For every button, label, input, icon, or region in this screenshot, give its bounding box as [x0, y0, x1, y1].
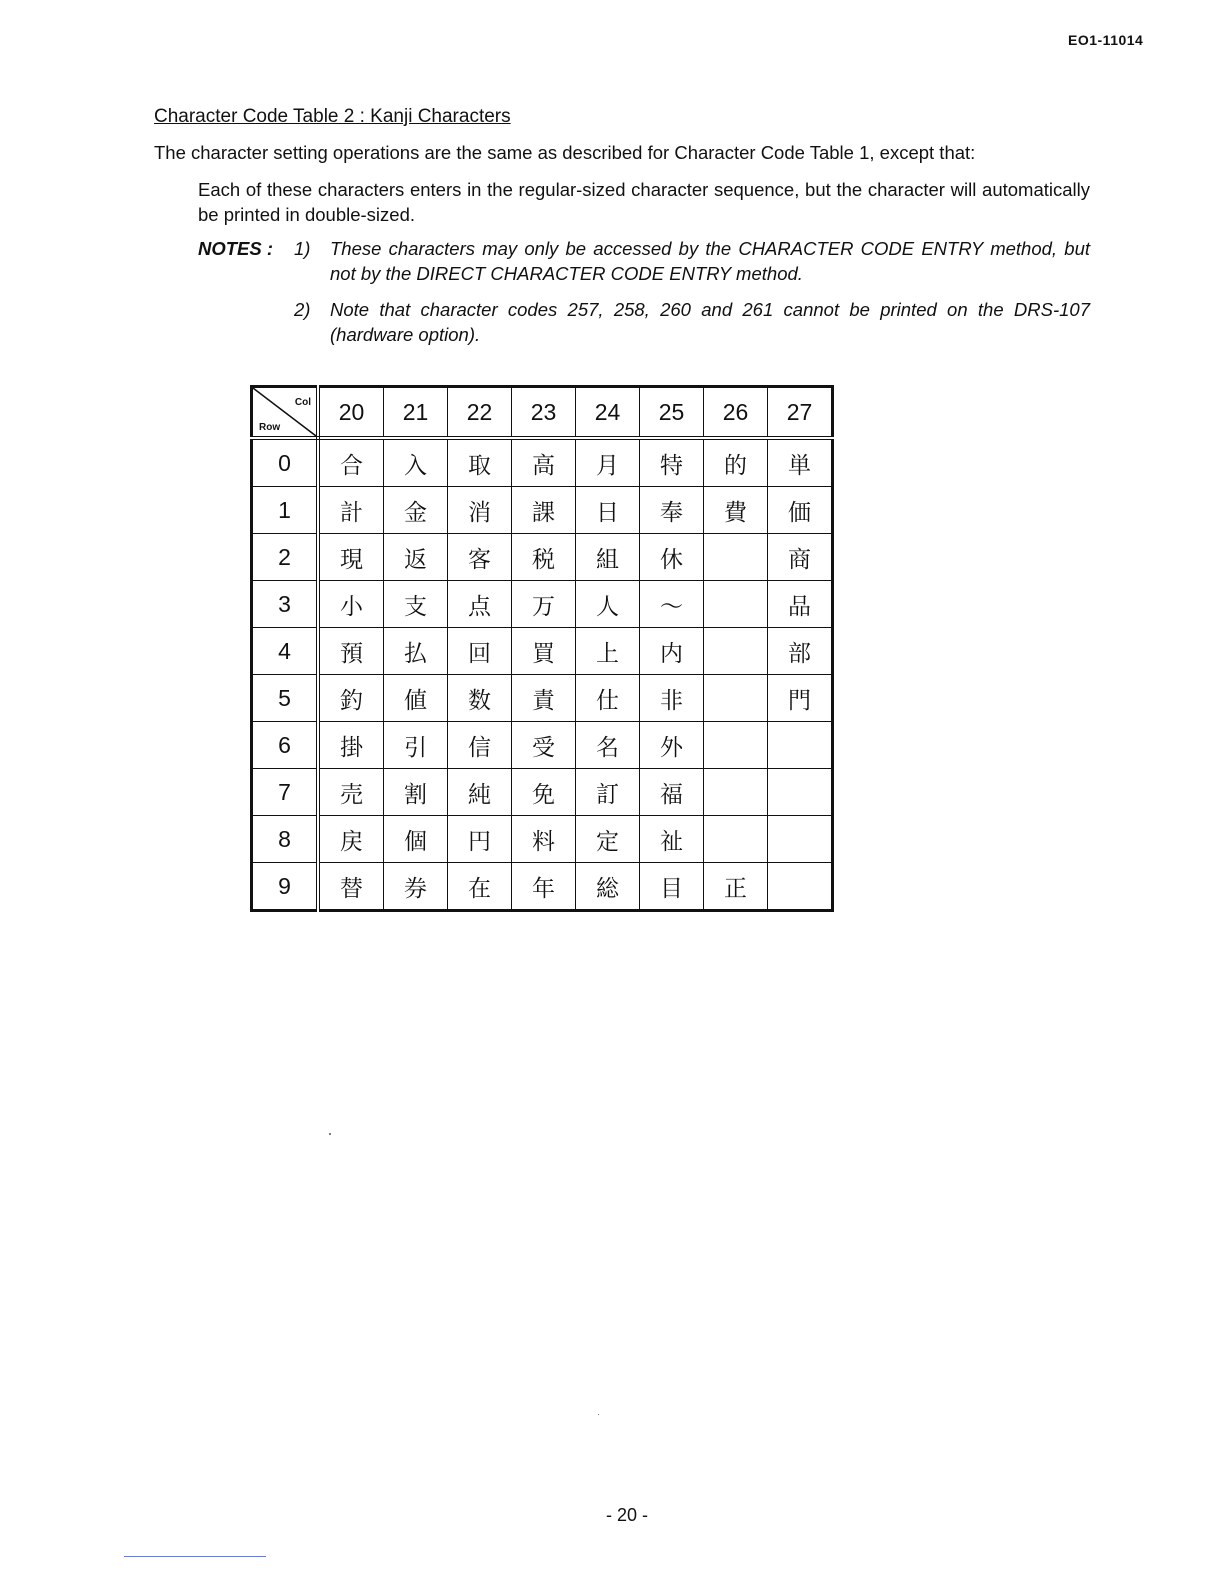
row-header: 6: [252, 722, 319, 769]
kanji-cell: 円: [448, 816, 512, 863]
table-row: [252, 863, 833, 911]
kanji-cell: [704, 722, 768, 769]
kanji-cell: 目: [640, 863, 704, 911]
kanji-cell: 戻: [318, 816, 384, 863]
kanji-cell: 休: [640, 534, 704, 581]
row-header: 9: [252, 863, 319, 911]
kanji-cell: 人: [576, 581, 640, 628]
kanji-cell: 費: [704, 487, 768, 534]
kanji-cell: 引: [384, 722, 448, 769]
row-header: 2: [252, 534, 319, 581]
kanji-cell: 定: [576, 816, 640, 863]
kanji-cell: 計: [318, 487, 384, 534]
column-axis-label: Col: [294, 397, 311, 408]
table-header-row: [252, 387, 833, 439]
kanji-cell: [704, 534, 768, 581]
kanji-cell: 金: [384, 487, 448, 534]
kanji-cell: 外: [640, 722, 704, 769]
kanji-cell: 部: [768, 628, 833, 675]
kanji-cell: 券: [384, 863, 448, 911]
kanji-cell: 祉: [640, 816, 704, 863]
kanji-cell: 在: [448, 863, 512, 911]
kanji-cell: 預: [318, 628, 384, 675]
kanji-cell: 替: [318, 863, 384, 911]
kanji-cell: 値: [384, 675, 448, 722]
kanji-cell: 入: [384, 438, 448, 487]
column-header: 25: [640, 387, 704, 439]
table-row: [252, 487, 833, 534]
kanji-cell: [768, 863, 833, 911]
kanji-cell: 名: [576, 722, 640, 769]
table-row: [252, 722, 833, 769]
kanji-cell: 数: [448, 675, 512, 722]
kanji-cell: 受: [512, 722, 576, 769]
note-number: 1): [294, 238, 311, 259]
kanji-cell: 小: [318, 581, 384, 628]
row-header: 8: [252, 816, 319, 863]
kanji-cell: 免: [512, 769, 576, 816]
column-header: 27: [768, 387, 833, 439]
kanji-cell: 日: [576, 487, 640, 534]
note-text: These characters may only be accessed by the CHARACTER CODE ENTRY method, but not by the DIRECT CHARACTER CODE ENTRY method.: [330, 238, 1090, 284]
kanji-cell: 信: [448, 722, 512, 769]
kanji-cell: 高: [512, 438, 576, 487]
kanji-cell: 掛: [318, 722, 384, 769]
kanji-cell: 組: [576, 534, 640, 581]
table-row: [252, 675, 833, 722]
note-text: Note that character codes 257, 258, 260 and 261 cannot be printed on the DRS-107 (hardware option).: [330, 299, 1090, 345]
kanji-cell: 商: [768, 534, 833, 581]
kanji-cell: 料: [512, 816, 576, 863]
kanji-cell: [768, 769, 833, 816]
column-header: 26: [704, 387, 768, 439]
kanji-cell: 責: [512, 675, 576, 722]
kanji-cell: [704, 581, 768, 628]
kanji-cell: 払: [384, 628, 448, 675]
kanji-cell: 取: [448, 438, 512, 487]
row-axis-label: Row: [259, 422, 281, 433]
description-paragraph: Each of these characters enters in the regular-sized character sequence, but the character will automatically be printed in double-sized.: [198, 179, 1090, 225]
table-row: [252, 769, 833, 816]
kanji-cell: 税: [512, 534, 576, 581]
kanji-cell: [704, 628, 768, 675]
kanji-cell: 単: [768, 438, 833, 487]
kanji-cell: 特: [640, 438, 704, 487]
kanji-cell: 月: [576, 438, 640, 487]
kanji-cell: 課: [512, 487, 576, 534]
kanji-cell: 消: [448, 487, 512, 534]
row-header: 4: [252, 628, 319, 675]
kanji-cell: 回: [448, 628, 512, 675]
table-corner-cell: [252, 387, 319, 439]
kanji-cell: 個: [384, 816, 448, 863]
kanji-cell: 割: [384, 769, 448, 816]
intro-text: The character setting operations are the same as described for Character Code Table 1, except that:: [154, 142, 976, 163]
kanji-cell: 非: [640, 675, 704, 722]
kanji-cell: 万: [512, 581, 576, 628]
row-header: 0: [252, 438, 319, 487]
scan-speck: [329, 1133, 331, 1135]
section-title: Character Code Table 2 : Kanji Characters: [154, 106, 511, 127]
kanji-cell: 訂: [576, 769, 640, 816]
table-row: [252, 581, 833, 628]
kanji-cell: 純: [448, 769, 512, 816]
table-row: [252, 628, 833, 675]
row-header: 5: [252, 675, 319, 722]
kanji-cell: 点: [448, 581, 512, 628]
kanji-cell: 総: [576, 863, 640, 911]
kanji-cell: 奉: [640, 487, 704, 534]
kanji-cell: [704, 675, 768, 722]
note-item: [294, 297, 1090, 347]
kanji-cell: 支: [384, 581, 448, 628]
scan-speck: [598, 1414, 599, 1415]
kanji-cell: 内: [640, 628, 704, 675]
column-header: 23: [512, 387, 576, 439]
column-header: 20: [318, 387, 384, 439]
table-row: [252, 816, 833, 863]
kanji-cell: 上: [576, 628, 640, 675]
kanji-cell: 的: [704, 438, 768, 487]
kanji-cell: [768, 722, 833, 769]
column-header: 21: [384, 387, 448, 439]
column-header: 22: [448, 387, 512, 439]
table-row: [252, 534, 833, 581]
row-header: 3: [252, 581, 319, 628]
kanji-cell: [704, 816, 768, 863]
kanji-cell: 売: [318, 769, 384, 816]
footer-rule: [124, 1556, 266, 1557]
note-number: 2): [294, 299, 311, 320]
page-number: - 20 -: [605, 1505, 648, 1525]
notes-label: NOTES :: [198, 238, 274, 259]
kanji-code-table: [250, 385, 834, 912]
kanji-cell: 福: [640, 769, 704, 816]
kanji-cell: 仕: [576, 675, 640, 722]
note-item: [294, 236, 1090, 286]
kanji-cell: 品: [768, 581, 833, 628]
kanji-cell: 合: [318, 438, 384, 487]
kanji-cell: 年: [512, 863, 576, 911]
column-header: 24: [576, 387, 640, 439]
kanji-cell: 買: [512, 628, 576, 675]
kanji-cell: 返: [384, 534, 448, 581]
kanji-cell: 釣: [318, 675, 384, 722]
kanji-cell: ～: [640, 581, 704, 628]
row-header: 1: [252, 487, 319, 534]
kanji-cell: 正: [704, 863, 768, 911]
kanji-cell: 門: [768, 675, 833, 722]
kanji-cell: 客: [448, 534, 512, 581]
kanji-cell: [768, 816, 833, 863]
kanji-cell: [704, 769, 768, 816]
table-row: [252, 438, 833, 487]
document-id: EO1-11014: [1068, 32, 1144, 48]
kanji-cell: 価: [768, 487, 833, 534]
row-header: 7: [252, 769, 319, 816]
kanji-cell: 現: [318, 534, 384, 581]
